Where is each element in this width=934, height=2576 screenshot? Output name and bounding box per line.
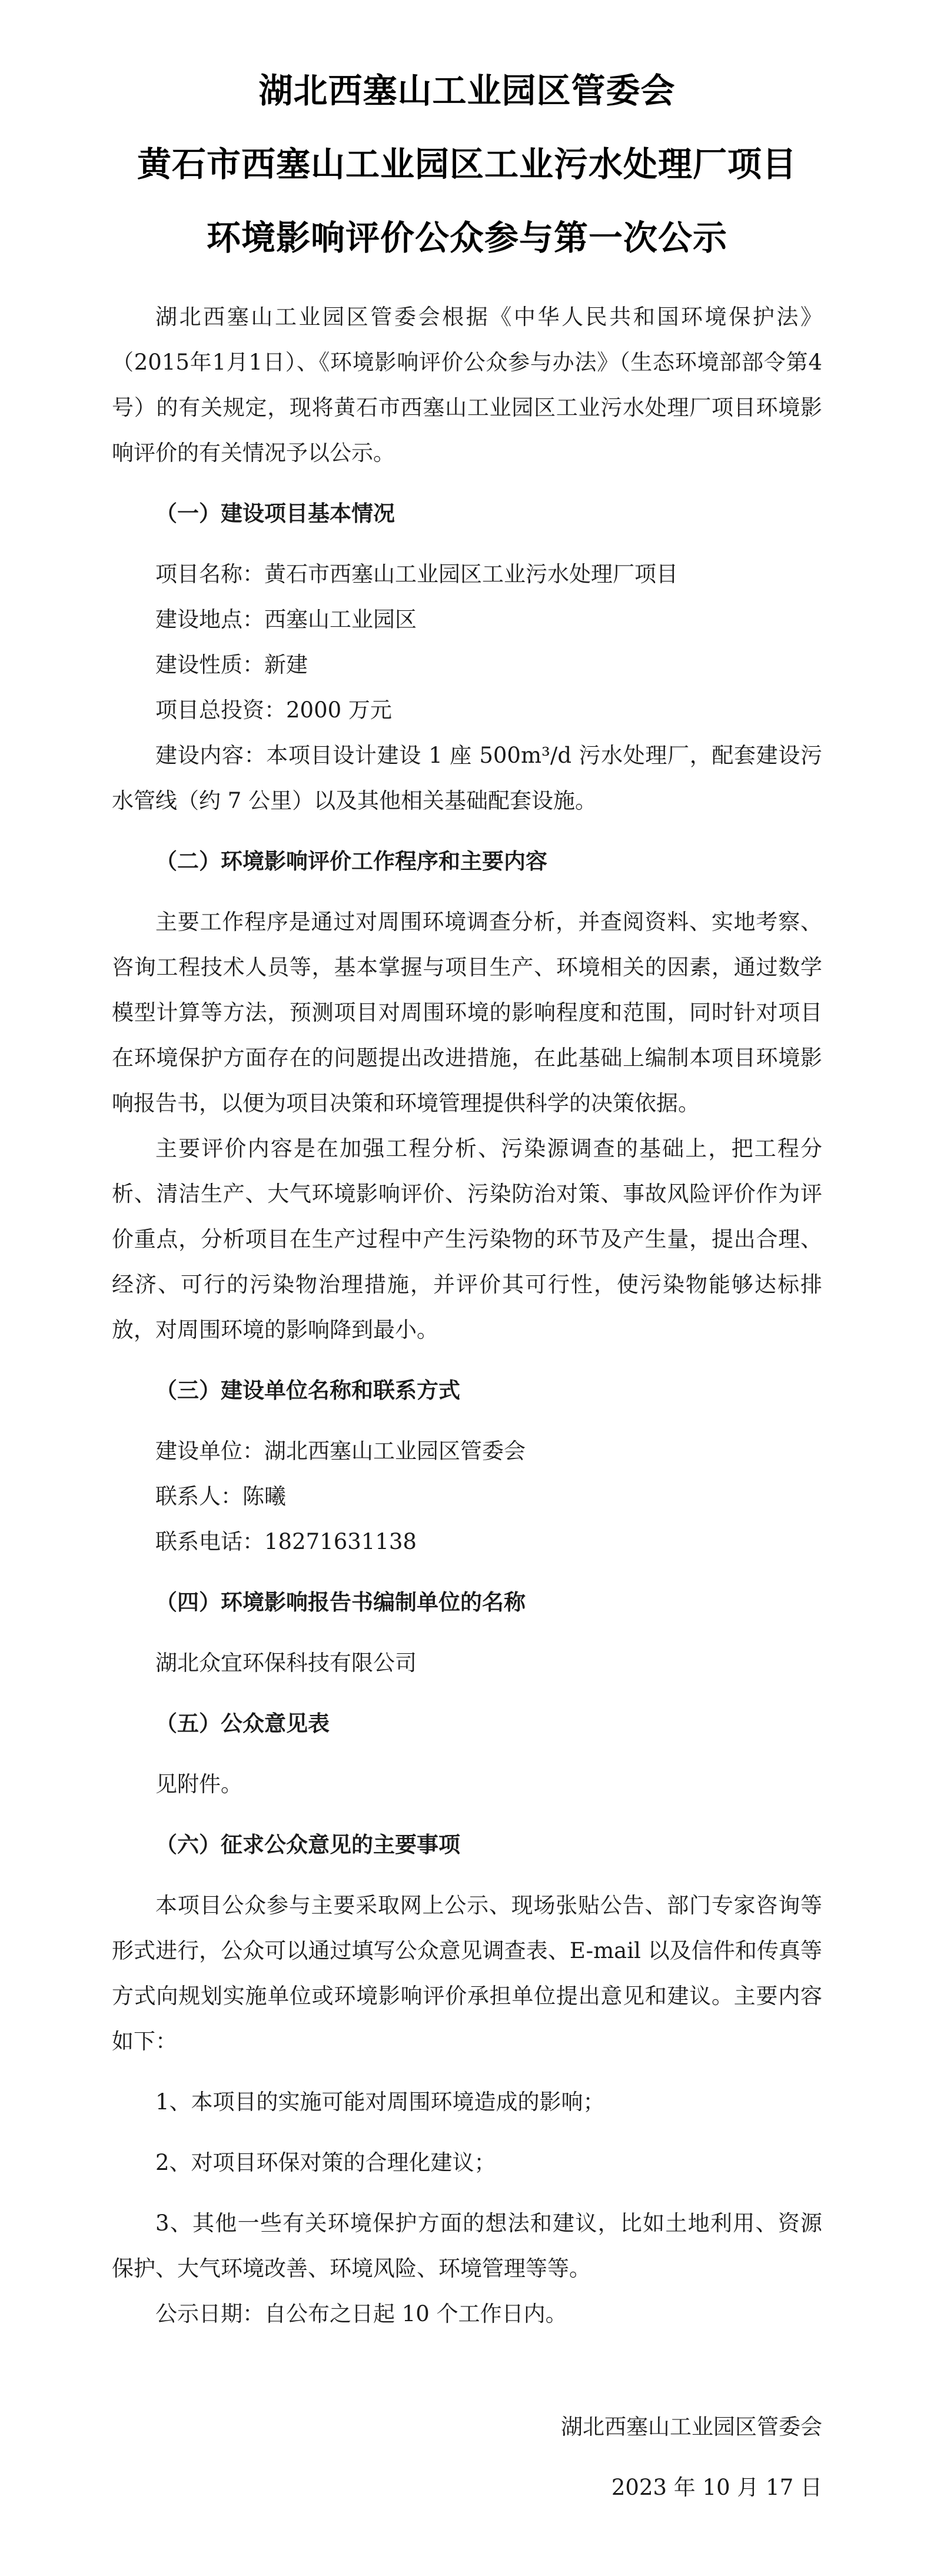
signature-org: 湖北西塞山工业园区管委会 <box>561 2414 822 2439</box>
list-item: 2、对项目环保对策的合理化建议； <box>155 2150 496 2175</box>
intro-paragraph: 湖北西塞山工业园区管委会根据《中华人民共和国环境保护法》（2015年1月1日）、《环境影响评价公众参与办法》（生态环境部部令第4号）的有关规定，现将黄石市西塞山工业园区工业污水处理厂项目环境影响评价的有关情况予以公示。 <box>112 304 822 466</box>
project-location: 建设地点：西塞山工业园区 <box>155 607 417 632</box>
title-issuer: 湖北西塞山工业园区管委会 <box>258 71 676 111</box>
project-content: 建设内容：本项目设计建设 1 座 500m³/d 污水处理厂，配套建设污水管线（约 7 公里）以及其他相关基础配套设施。 <box>112 743 822 813</box>
participation-paragraph: 本项目公众参与主要采取网上公示、现场张贴公告、部门专家咨询等形式进行，公众可以通过填写公众意见调查表、E-mail 以及信件和传真等方式向规划实施单位或环境影响评价承担单位提出意见和建议。主要内容如下： <box>112 1893 822 2054</box>
list-item: 3、其他一些有关环境保护方面的想法和建议，比如土地利用、资源保护、大气环境改善、环境风险、环境管理等等。 <box>112 2211 822 2281</box>
title-notice: 环境影响评价公众参与第一次公示 <box>206 218 727 258</box>
section3-heading: （三）建设单位名称和联系方式 <box>155 1377 460 1403</box>
section4-heading: （四）环境影响报告书编制单位的名称 <box>155 1589 526 1615</box>
section6-heading: （六）征求公众意见的主要事项 <box>155 1832 460 1857</box>
opinion-form-note: 见附件。 <box>155 1771 242 1797</box>
signature-date: 2023 年 10 月 17 日 <box>611 2475 822 2500</box>
title-project: 黄石市西塞山工业园区工业污水处理厂项目 <box>137 144 797 184</box>
project-investment: 项目总投资：2000 万元 <box>155 697 392 723</box>
document-body <box>112 294 822 2336</box>
contact-person: 联系人：陈曦 <box>155 1484 286 1509</box>
construction-unit: 建设单位：湖北西塞山工业园区管委会 <box>155 1438 526 1464</box>
notice-period: 公示日期：自公布之日起 10 个工作日内。 <box>155 2301 567 2326</box>
section1-heading: （一）建设项目基本情况 <box>155 500 395 526</box>
signature-block <box>561 2404 822 2525</box>
contact-phone: 联系电话：18271631138 <box>155 1529 417 1554</box>
list-item: 1、本项目的实施可能对周围环境造成的影响； <box>155 2089 605 2115</box>
evaluation-paragraph: 主要评价内容是在加强工程分析、污染源调查的基础上，把工程分析、清洁生产、大气环境影响评价、污染防治对策、事故风险评价作为评价重点，分析项目在生产过程中产生污染物的环节及产生量，提出合理、经济、可行的污染物治理措施，并评价其可行性，使污染物能够达标排放，对周围环境的影响降到最小。 <box>112 1136 822 1342</box>
section5-heading: （五）公众意见表 <box>155 1710 330 1736</box>
section2-heading: （二）环境影响评价工作程序和主要内容 <box>155 848 547 874</box>
project-name: 项目名称：黄石市西塞山工业园区工业污水处理厂项目 <box>155 561 678 587</box>
procedure-paragraph: 主要工作程序是通过对周围环境调查分析，并查阅资料、实地考察、咨询工程技术人员等，基本掌握与项目生产、环境相关的因素，通过数学模型计算等方法，预测项目对周围环境的影响程度和范围，同时针对项目在环境保护方面存在的问题提出改进措施，在此基础上编制本项目环境影响报告书，以便为项目决策和环境管理提供科学的决策依据。 <box>112 909 822 1116</box>
report-unit-name: 湖北众宜环保科技有限公司 <box>155 1650 417 1676</box>
project-nature: 建设性质：新建 <box>155 652 308 677</box>
